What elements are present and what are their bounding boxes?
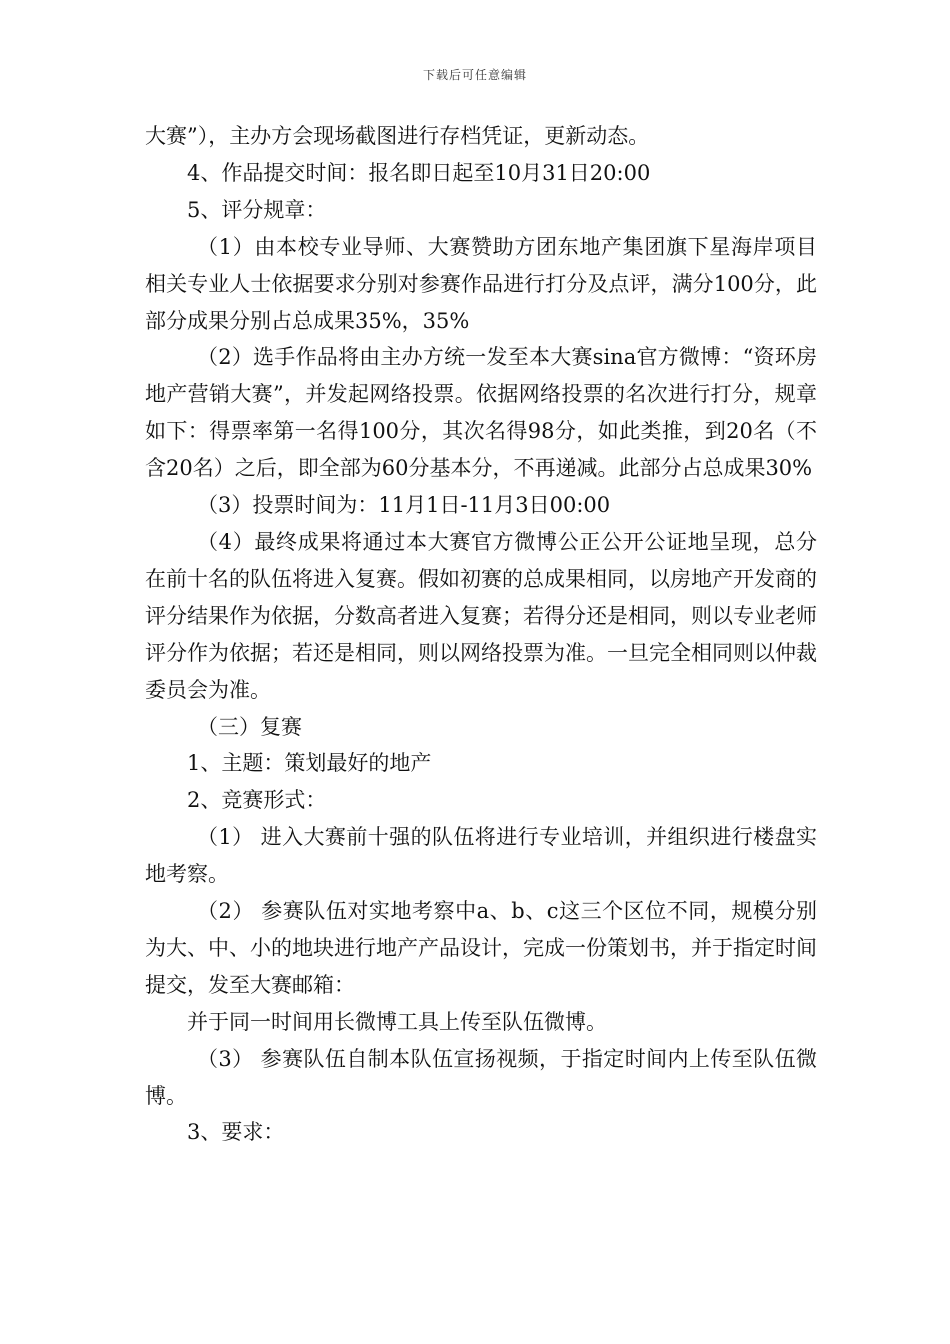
paragraph-requirements-heading: 3、要求：	[187, 1120, 285, 1145]
section-heading-semifinal: （三）复赛	[197, 714, 302, 739]
paragraph-format-2: （2） 参赛队伍对实地考察中a、b、c这三个区位不同，规模分别为大、中、小的地块进行地产产品设计，完成一份策划书，并于指定时间提交，发至大赛邮箱：	[145, 899, 817, 997]
paragraph-scoring-rule-3: （3）投票时间为：11月1日-11月3日00:00	[197, 493, 611, 518]
paragraph-format-heading: 2、竞赛形式：	[187, 788, 327, 813]
document-body	[145, 118, 817, 1151]
paragraph-submission-time: 4、作品提交时间：报名即日起至10月31日20:00	[187, 160, 651, 185]
paragraph-scoring-rule-2: （2）选手作品将由主办方统一发至本大赛sina官方微博：“资环房地产营销大赛”，并发起网络投票。依据网络投票的名次进行打分，规章如下：得票率第一名得100分，其次名得98分，如此类推，到20名（不含20名）之后，即全部为60分基本分，不再递减。此部分占总成果30%	[145, 345, 817, 481]
paragraph-theme: 1、主题：策划最好的地产	[187, 751, 432, 776]
paragraph-scoring-rules-heading: 5、评分规章：	[187, 197, 327, 222]
paragraph-format-2-continued: 并于同一时间用长微博工具上传至队伍微博。	[187, 1009, 607, 1034]
page-header: 下载后可任意编辑	[422, 68, 527, 82]
paragraph-format-1: （1） 进入大赛前十强的队伍将进行专业培训，并组织进行楼盘实地考察。	[145, 825, 817, 887]
paragraph-scoring-rule-4: （4）最终成果将通过本大赛官方微博公正公开公证地呈现，总分在前十名的队伍将进入复赛。假如初赛的总成果相同，以房地产开发商的评分结果作为依据，分数高者进入复赛；若得分还是相同，则以专业老师评分作为依据；若还是相同，则以网络投票为准。一旦完全相同则以仲裁委员会为准。	[145, 529, 817, 702]
paragraph-scoring-rule-1: （1）由本校专业导师、大赛赞助方团东地产集团旗下星海岸项目相关专业人士依据要求分别对参赛作品进行打分及点评，满分100分，此部分成果分别占总成果35%，35%	[145, 234, 817, 333]
paragraph-format-3: （3） 参赛队伍自制本队伍宣扬视频，于指定时间内上传至队伍微博。	[145, 1046, 817, 1108]
paragraph-continuation: 大赛”），主办方会现场截图进行存档凭证，更新动态。	[145, 124, 650, 148]
